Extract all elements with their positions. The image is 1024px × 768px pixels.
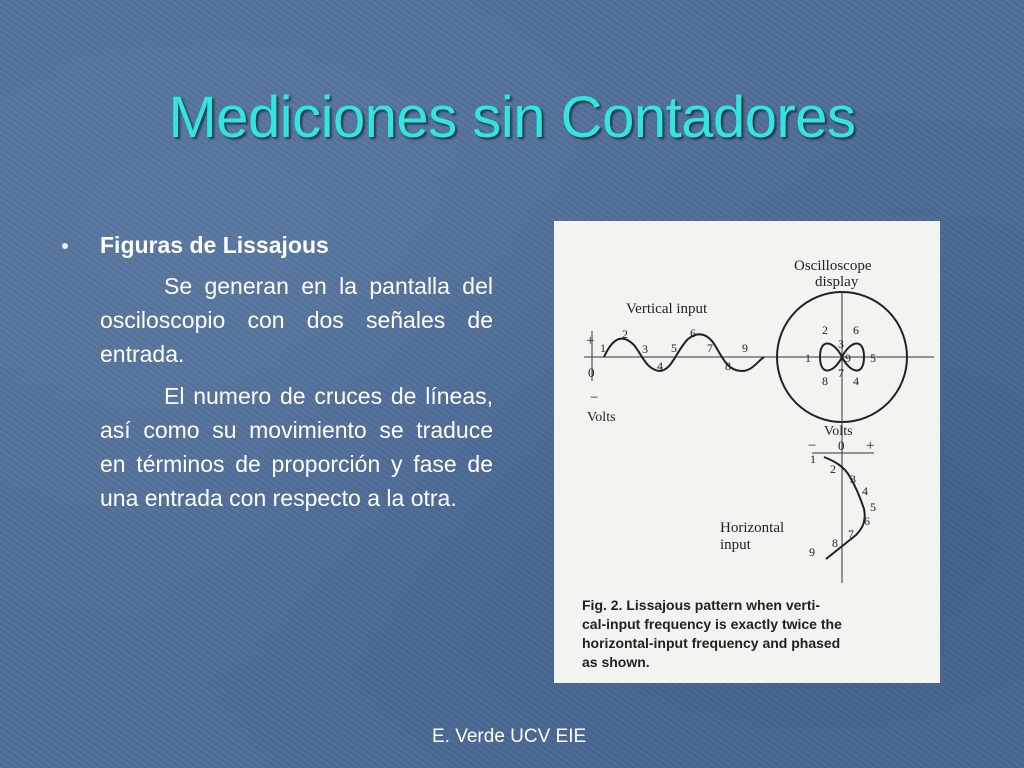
- slide-title: Mediciones sin Contadores: [168, 85, 856, 150]
- vertical-input-label: Vertical input: [626, 301, 708, 317]
- h-wave-point-2: 2: [830, 462, 836, 476]
- zero-left: 0: [588, 365, 595, 380]
- screen-point-2: 2: [822, 323, 828, 337]
- plus-sign-left: +: [586, 333, 595, 349]
- screen-point-6: 6: [853, 323, 859, 337]
- zero-bottom: 0: [838, 438, 845, 453]
- oscilloscope-label: Oscilloscope: [794, 258, 872, 274]
- screen-point-8: 8: [822, 374, 828, 388]
- caption-line-4: as shown.: [582, 654, 650, 670]
- h-wave-point-3: 3: [850, 472, 856, 486]
- h-wave-point-8: 8: [832, 536, 838, 550]
- screen-point-3: 3: [838, 337, 844, 351]
- paragraph-1: Se generan en la pantalla del osciloscopio con dos señales de entrada.: [100, 273, 493, 367]
- wave-point-3: 3: [642, 342, 648, 356]
- h-wave-point-5: 5: [870, 500, 876, 514]
- minus-sign-left: −: [590, 390, 599, 406]
- caption-line-1: Fig. 2. Lissajous pattern when verti-: [582, 597, 821, 613]
- wave-point-6: 6: [690, 326, 696, 340]
- lissajous-diagram: [554, 221, 940, 683]
- horizontal-label: Horizontal: [720, 520, 785, 536]
- h-wave-point-7: 7: [848, 527, 854, 541]
- wave-point-2: 2: [622, 327, 628, 341]
- caption-line-2: cal-input frequency is exactly twice the: [582, 616, 842, 632]
- screen-point-7: 7: [838, 366, 844, 380]
- screen-point-9: 9: [845, 351, 851, 365]
- input-label: input: [720, 537, 751, 553]
- screen-point-5: 5: [870, 351, 876, 365]
- plus-sign-bottom: +: [866, 438, 875, 454]
- volts-bottom-label: Volts: [824, 424, 853, 439]
- screen-point-4: 4: [853, 374, 859, 388]
- paragraph-2: El numero de cruces de líneas, así como su movimiento se traduce en términos de proporción y fase de una entrada con respecto a la otra.: [100, 383, 493, 511]
- wave-point-4: 4: [657, 359, 663, 373]
- wave-point-8: 8: [725, 359, 731, 373]
- bullet-heading: Figuras de Lissajous: [100, 232, 329, 258]
- display-label: display: [815, 274, 859, 290]
- h-wave-point-1: 1: [810, 452, 816, 466]
- vertical-input-wave: [604, 334, 764, 371]
- figure-caption: [582, 597, 842, 670]
- h-wave-point-6: 6: [864, 514, 870, 528]
- wave-point-9: 9: [742, 341, 748, 355]
- minus-sign-bottom: −: [808, 438, 817, 454]
- footer-text: E. Verde UCV EIE: [432, 726, 587, 747]
- h-wave-point-9: 9: [809, 545, 815, 559]
- bullet-dot: [62, 243, 68, 249]
- h-wave-point-4: 4: [862, 484, 868, 498]
- screen-point-1: 1: [805, 351, 811, 365]
- caption-line-3: horizontal-input frequency and phased: [582, 635, 841, 651]
- wave-point-5: 5: [671, 341, 677, 355]
- wave-point-1: 1: [600, 341, 606, 355]
- wave-point-7: 7: [707, 341, 713, 355]
- volts-left-label: Volts: [587, 410, 616, 425]
- lissajous-figure: [554, 221, 940, 683]
